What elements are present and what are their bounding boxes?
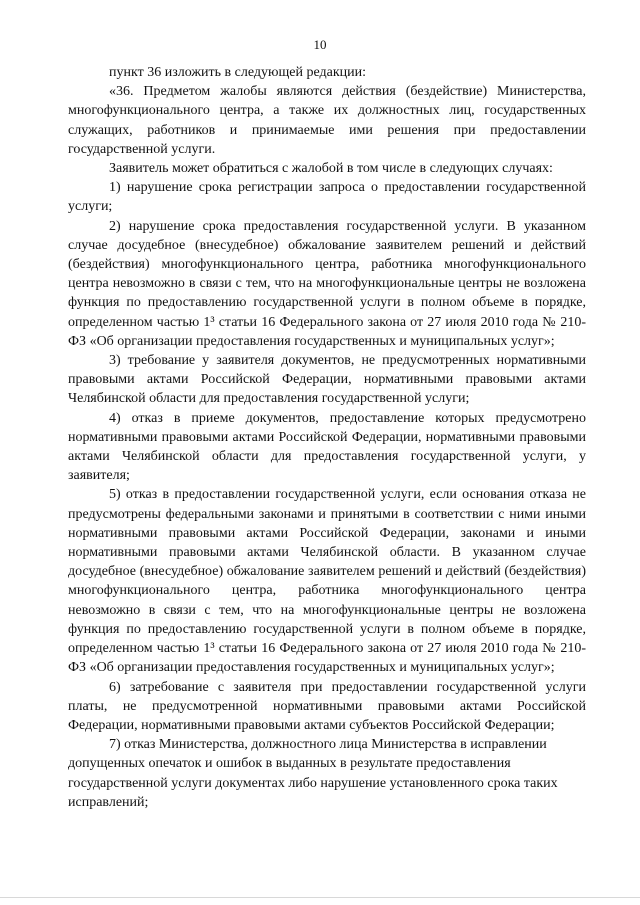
paragraph-case-5: 5) отказ в предоставлении государственной услуги, если основания отказа не предусмотрены федеральными законами и принятыми в соответствии с ними иными нормативными правовыми актами Российской Федерации, законами и иными нормативными правовыми актами Челябинской области. В указанном случае досудебное (внесудебное) обжалование заявителем решений и действий (бездействия) многофункционального центра, работника многофункционального центра невозможно в связи с тем, что на многофункциональные центры не возложена функция по предоставлению государственной услуги в полном объеме в порядке, определенном частью 1³ статьи 16 Федерального закона от 27 июля 2010 года № 210-ФЗ «Об организации предоставления государственных и муниципальных услуг»; <box>68 487 586 676</box>
paragraph-case-4: 4) отказ в приеме документов, предоставление которых предусмотрено нормативными правовыми актами Российской Федерации, нормативными правовыми актами Челябинской области для предоставления государственной услуги, у заявителя; <box>68 410 586 484</box>
page-number: 10 <box>313 37 327 52</box>
paragraph-item-36: «36. Предметом жалобы являются действия (бездействие) Министерства, многофункционального центра, а также их должностных лиц, государственных служащих, работников и принимаемые ими решения при предоставлении государственной услуги. <box>68 84 586 157</box>
body-text <box>68 63 586 812</box>
paragraph-case-7: 7) отказ Министерства, должностного лица Министерства в исправлении допущенных опечаток и ошибок в выданных в результате предоставления государственной услуги документах либо нарушение установленного срока таких исправлений; <box>68 737 558 810</box>
paragraph-intro: пункт 36 изложить в следующей редакции: <box>109 65 366 80</box>
paragraph-cases-intro: Заявитель может обратиться с жалобой в том числе в следующих случаях: <box>109 161 553 177</box>
paragraph-case-3: 3) требование у заявителя документов, не предусмотренных нормативными правовыми актами Российской Федерации, нормативными правовыми актами Челябинской области для предоставления государственной услуги; <box>68 353 586 407</box>
paragraph-case-2: 2) нарушение срока предоставления государственной услуги. В указанном случае досудебное (внесудебное) обжалование заявителем решений и действий (бездействия) многофункционального центра, работника многофункционального центра невозможно в связи с тем, что на многофункциональные центры не возложена функция по предоставлению государственной услуги в полном объеме в порядке, определенном частью 1³ статьи 16 Федерального закона от 27 июля 2010 года № 210-ФЗ «Об организации предоставления государственных и муниципальных услуг»; <box>68 218 586 349</box>
page-bottom-edge <box>0 897 640 898</box>
paragraph-case-6: 6) затребование с заявителя при предоставлении государственной услуги платы, не предусмотренной нормативными правовыми актами Российской Федерации, нормативными правовыми актами субъектов Российской Федерации; <box>68 679 586 733</box>
paragraph-case-1: 1) нарушение срока регистрации запроса о предоставлении государственной услуги; <box>68 180 586 215</box>
